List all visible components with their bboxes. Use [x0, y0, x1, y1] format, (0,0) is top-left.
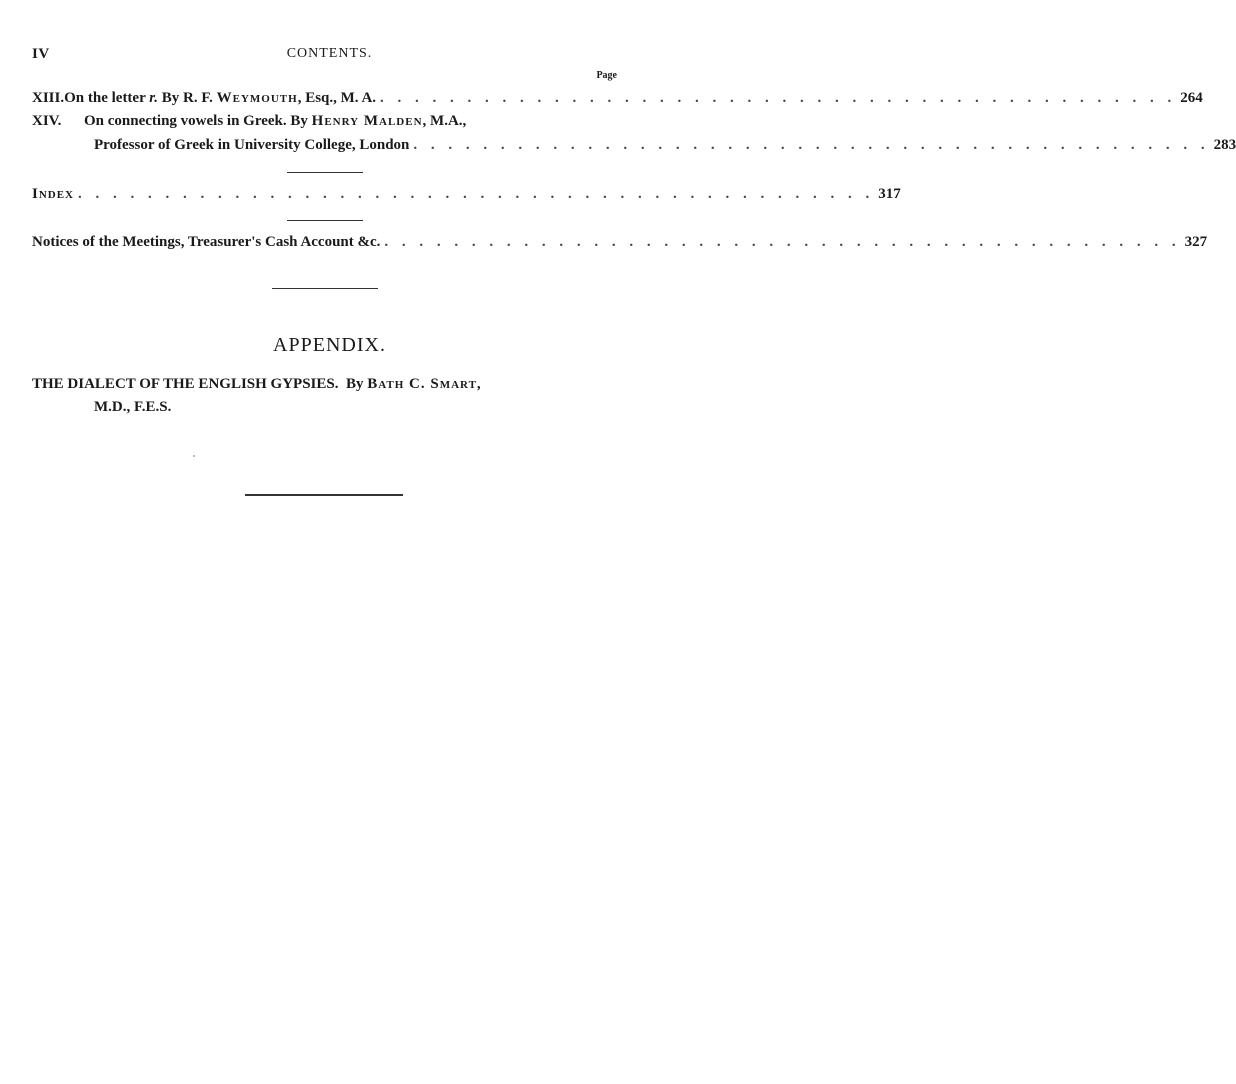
toc-entry-notices — [32, 234, 1208, 254]
toc-entry-xiii — [32, 90, 1203, 110]
index-label: Index — [32, 186, 75, 202]
appendix-entry-line2: M.D., F.E.S. — [94, 399, 172, 415]
dot-leader: . . . . . . . . . . . . . . . . . . . . . . . . . . . . . . . . . . . . . . . . . . . . . . — [78, 186, 875, 202]
entry-author: Henry Malden — [311, 113, 423, 129]
notices-text: Notices of the Meetings, Treasurer's Cash Account &c. — [32, 234, 381, 250]
entry-page: 264 — [1180, 90, 1203, 106]
entry-title: On the letter r. By R. F. Weymouth, Esq., M. A. — [64, 90, 377, 106]
divider-rule — [287, 172, 363, 173]
toc-entry-xiv — [32, 113, 617, 133]
toc-entry-xiv-line2 — [94, 137, 1236, 157]
entry-title-continued: Professor of Greek in University College, London — [94, 137, 410, 153]
dot-leader: . . . . . . . . . . . . . . . . . . . . . . . . . . . . . . . . . . . . . . . . . . . . . . — [413, 137, 1210, 153]
entry-page: 317 — [878, 186, 901, 202]
page-column-label: Page — [596, 70, 617, 81]
toc-entry-index — [32, 186, 901, 206]
speck — [193, 455, 195, 457]
appendix-title: APPENDIX. — [273, 334, 386, 356]
dot-leader: . . . . . . . . . . . . . . . . . . . . . . . . . . . . . . . . . . . . . . . . . . . . . . — [384, 234, 1181, 250]
end-rule — [245, 494, 403, 496]
divider-rule — [272, 288, 378, 289]
dot-leader: . . . . . . . . . . . . . . . . . . . . . . . . . . . . . . . . . . . . . . . . . . . . . . — [380, 90, 1177, 106]
entry-page: 283 — [1213, 137, 1236, 153]
entry-author: Weymouth — [216, 90, 298, 106]
running-head: CONTENTS. — [286, 46, 373, 61]
page-number: IV — [32, 46, 50, 62]
divider-rule — [287, 220, 363, 221]
appendix-author: Bath C. Smart — [367, 376, 477, 392]
entry-title: On connecting vowels in Greek. By Henry Malden, M.A., — [84, 113, 467, 129]
appendix-entry: THE DIALECT OF THE ENGLISH GYPSIES. By Bath C. Smart, — [32, 376, 481, 392]
entry-number: XIV. — [32, 113, 62, 129]
entry-number: XIII. — [32, 90, 65, 106]
entry-page: 327 — [1184, 234, 1208, 250]
